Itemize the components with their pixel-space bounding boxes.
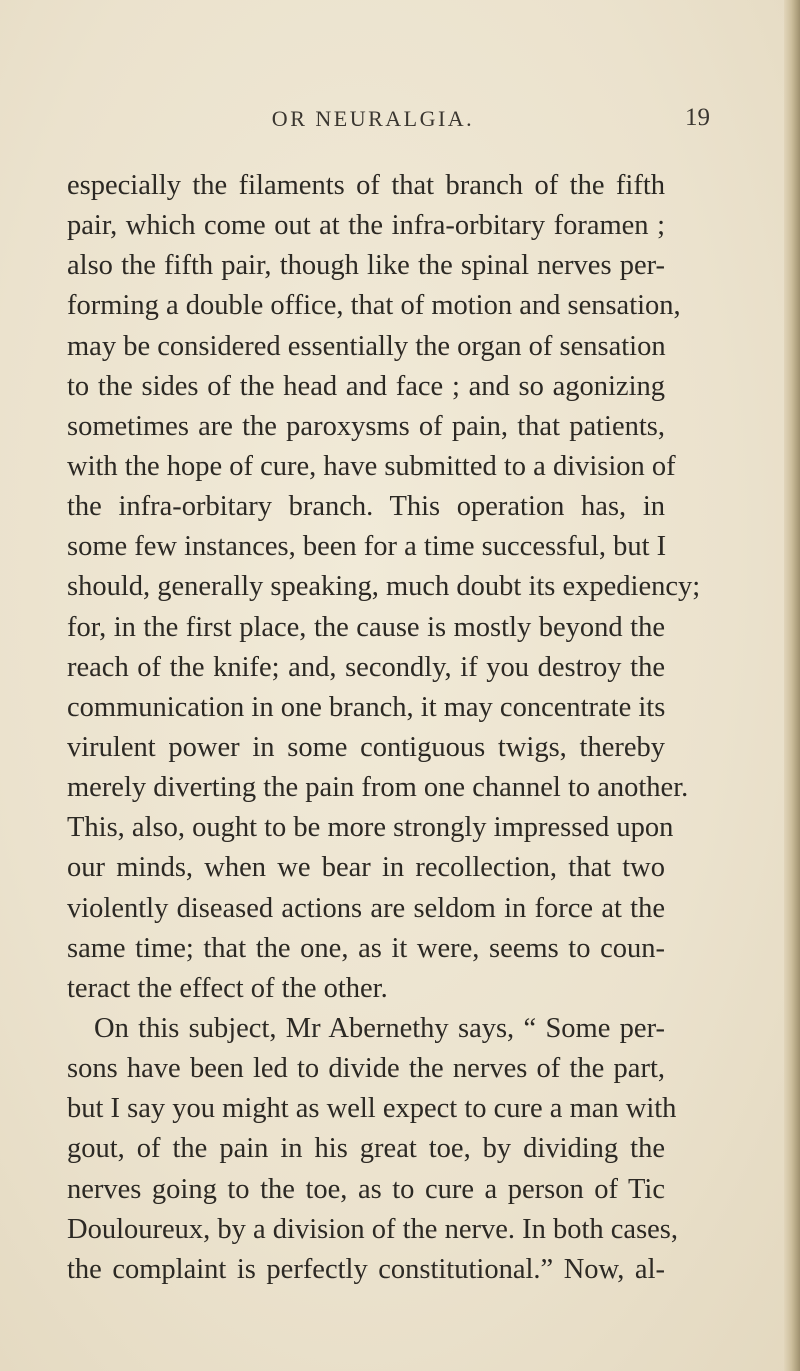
paragraph-end-line: teract the effect of the other. <box>67 972 388 1004</box>
text-line: sometimes are the paroxysms of pain, that patients, <box>67 410 665 442</box>
text-line: violently diseased actions are seldom in force at the <box>67 892 665 924</box>
text-line: gout, of the pain in his great toe, by dividing the <box>67 1133 665 1165</box>
text-line: may be considered essentially the organ of sensation <box>67 330 666 362</box>
text-line: communication in one branch, it may concentrate its <box>67 691 666 723</box>
text-line: reach of the knife; and, secondly, if you destroy the <box>67 651 665 683</box>
text-line: but I say you might as well expect to cure a man with <box>67 1093 677 1125</box>
text-line: some few instances, been for a time successful, but I <box>67 531 667 563</box>
book-page-edge <box>784 0 800 1371</box>
text-line: should, generally speaking, much doubt its expediency; <box>67 571 701 603</box>
text-line: to the sides of the head and face ; and so agonizing <box>67 370 665 402</box>
text-line: with the hope of cure, have submitted to a division of <box>67 450 676 482</box>
text-line: also the fifth pair, though like the spinal nerves per- <box>67 250 665 282</box>
text-line: especially the filaments of that branch of the fifth <box>67 170 665 201</box>
text-line: same time; that the one, as it were, seems to coun- <box>67 932 665 964</box>
text-line: virulent power in some contiguous twigs, thereby <box>67 731 665 763</box>
text-line: nerves going to the toe, as to cure a person of Tic <box>67 1173 665 1205</box>
page-header <box>0 106 800 146</box>
text-line: forming a double office, that of motion and sensation, <box>67 290 681 322</box>
text-line: the infra-orbitary branch. This operation has, in <box>67 491 665 523</box>
text-line: the complaint is perfectly constitutional.” Now, al- <box>67 1253 665 1285</box>
text-line: merely diverting the pain from one channel to another. <box>67 772 689 804</box>
body-text <box>67 166 701 1290</box>
text-line: Douloureux, by a division of the nerve. In both cases, <box>67 1213 679 1245</box>
text-line: our minds, when we bear in recollection, that two <box>67 852 665 884</box>
text-line: pair, which come out at the infra-orbitary foramen ; <box>67 210 665 242</box>
running-head: OR NEURALGIA. <box>271 106 475 131</box>
text-line: sons have been led to divide the nerves of the part, <box>67 1053 665 1085</box>
text-line: This, also, ought to be more strongly impressed upon <box>67 812 674 844</box>
paragraph-start-line: On this subject, Mr Abernethy says, “ Some per- <box>94 1012 665 1044</box>
text-line: for, in the first place, the cause is mostly beyond the <box>67 611 665 643</box>
page-number: 19 <box>685 104 710 131</box>
